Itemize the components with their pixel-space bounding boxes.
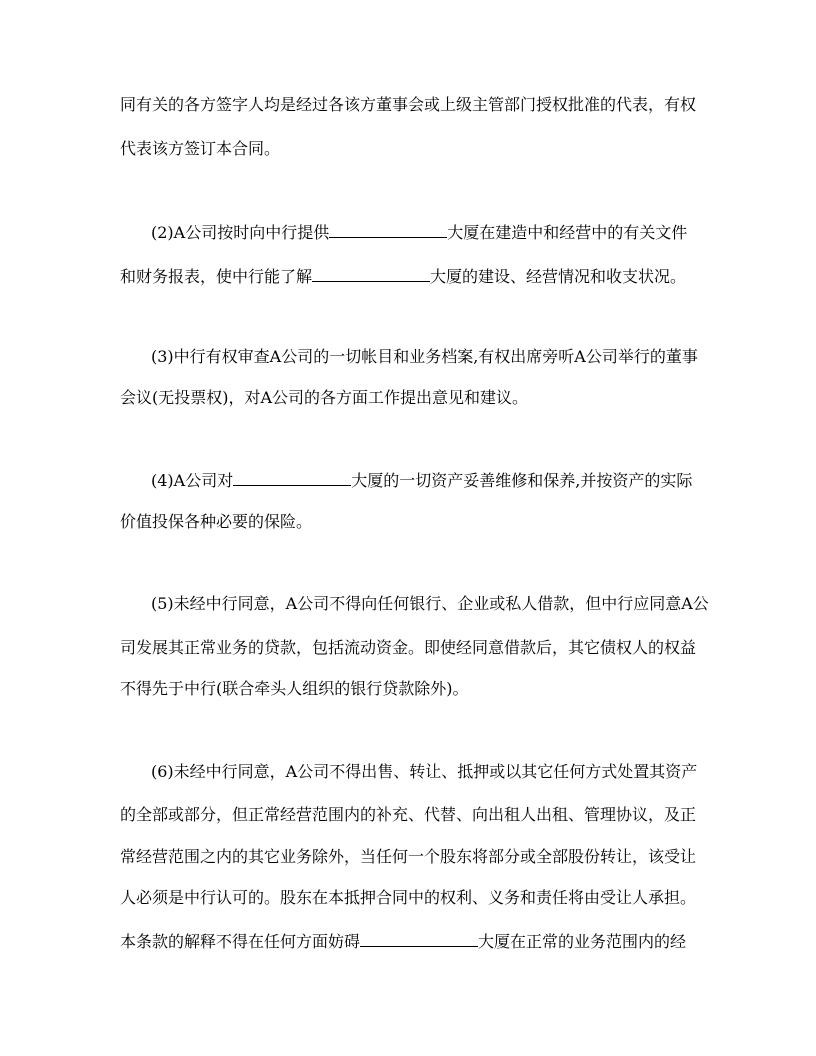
paragraph-3-line-1: (3)中行有权审查A公司的一切帐目和业务档案,有权出席旁听A公司举行的董事 [151,347,698,366]
paragraph-1-line-1: 同有关的各方签字人均是经过各该方董事会或上级主管部门授权批准的代表，有权 [120,95,697,114]
paragraph-2-line-2-after: 大厦的建设、经营情况和收支状况。 [430,267,687,286]
paragraph-6-line-2: 的全部或部分，但正常经营范围内的补充、代替、向出租人出租、管理协议，及正 [120,805,697,824]
blank-underline [360,928,478,947]
paragraph-6-line-1: (6)未经中行同意，A公司不得出售、转让、抵押或以其它任何方式处置其资产 [151,762,698,781]
paragraph-4-line-1-after: 大厦的一切资产妥善维修和保养,并按资产的实际 [351,471,693,490]
blank-underline [312,263,430,282]
paragraph-2-line-1-before: (2)A公司按时向中行提供 [151,223,330,242]
blank-underline [233,467,351,486]
paragraph-4-line-1-before: (4)A公司对 [151,471,234,490]
paragraph-2-line-2-before: 和财务报表，使中行能了解 [120,267,313,286]
paragraph-6-line-3: 常经营范围之内的其它业务除外，当任何一个股东将部分或全部股份转让，该受让 [120,847,697,866]
paragraph-6-line-4: 人必须是中行认可的。股东在本抵押合同中的权利、义务和责任将由受让人承担。 [120,888,697,907]
paragraph-6-line-5-before: 本条款的解释不得在任何方面妨碍 [120,932,361,951]
paragraph-5-line-3: 不得先于中行(联合牵头人组织的银行贷款除外)。 [120,679,469,698]
paragraph-6-line-5 [120,928,686,952]
blank-underline [329,219,447,238]
paragraph-6-line-5-after: 大厦在正常的业务范围内的经 [478,932,687,951]
paragraph-5-line-1: (5)未经中行同意，A公司不得向任何银行、企业或私人借款，但中行应同意A公 [151,594,709,613]
paragraph-2-line-1-after: 大厦在建造中和经营中的有关文件 [447,223,688,242]
paragraph-2-line-2 [120,263,686,287]
paragraph-4-line-1 [151,467,692,491]
paragraph-2-line-1 [151,219,687,243]
paragraph-5-line-2: 司发展其正常业务的贷款，包括流动资金。即使经同意借款后，其它债权人的权益 [120,638,697,657]
paragraph-4-line-2: 价值投保各种必要的保险。 [120,512,313,531]
paragraph-3-line-2: 会议(无投票权)，对A公司的各方面工作提出意见和建议。 [120,388,529,407]
paragraph-1-line-2: 代表该方签订本合同。 [120,139,281,158]
